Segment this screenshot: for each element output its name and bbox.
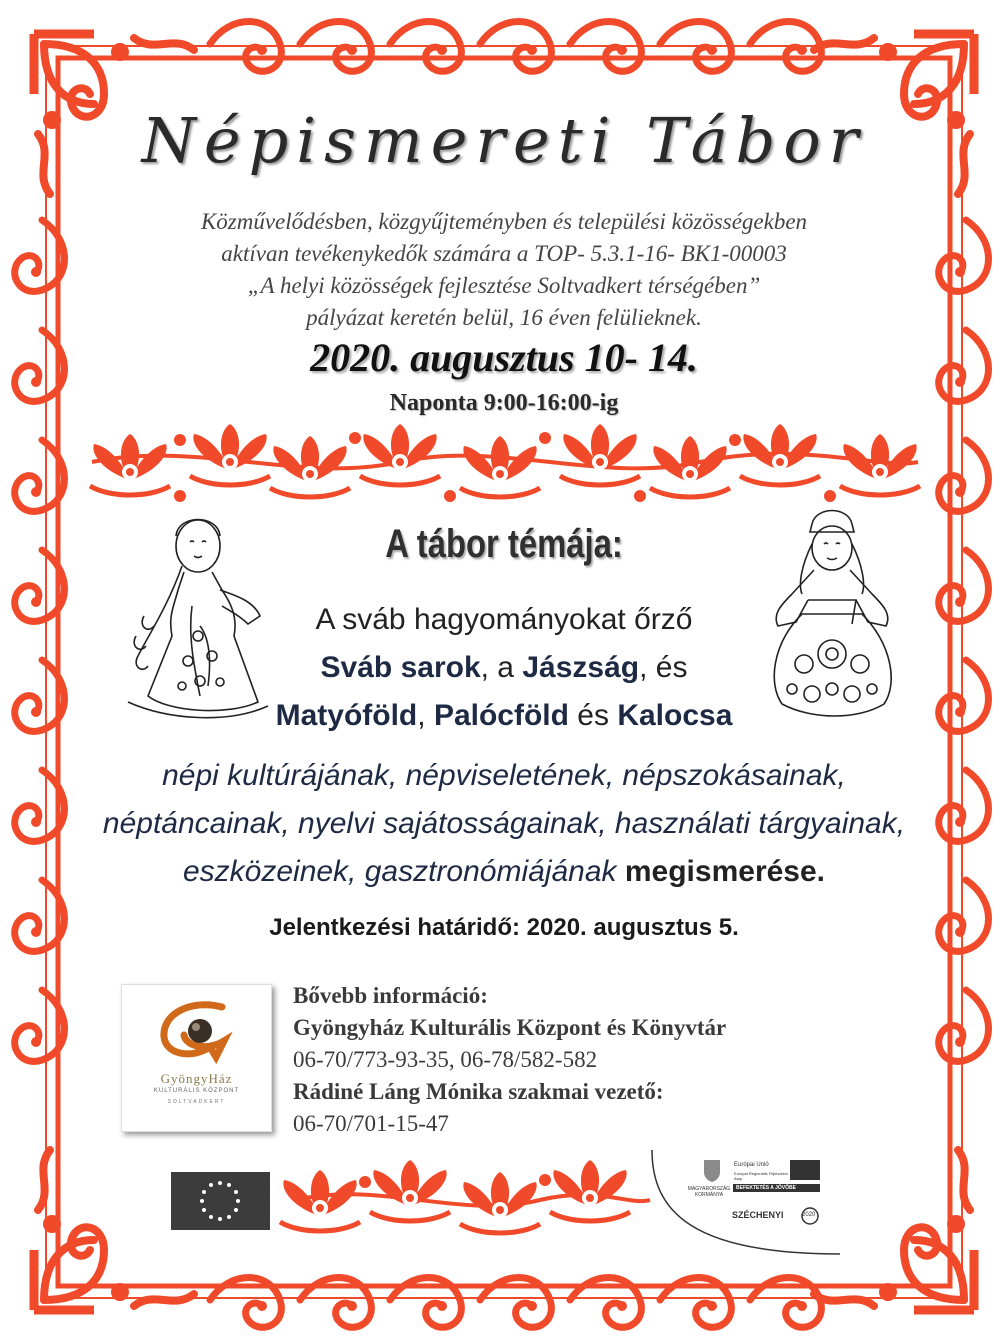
info-contact-phone: 06-70/701-15-47: [293, 1111, 449, 1136]
registration-deadline: Jelentkezési határidő: 2020. augusztus 5.: [269, 914, 739, 941]
region-kalocsa: Kalocsa: [617, 699, 733, 732]
gyongyhaz-emblem-icon: [152, 999, 242, 1069]
gov-label: MAGYARORSZÁG KORMÁNYA: [687, 1186, 731, 1198]
program-label: SZÉCHENYI: [732, 1210, 784, 1220]
event-date: 2020. augusztus 10- 14.: [310, 335, 698, 380]
intro-text: [0, 206, 1008, 334]
fund-label: Európai Regionális Fejlesztési Alap: [734, 1171, 788, 1181]
info-contact-person: Rádiné Láng Mónika szakmai vezető:: [293, 1079, 664, 1104]
info-heading: Bővebb információ:: [293, 983, 488, 1008]
daily-hours: Naponta 9:00-16:00-ig: [389, 390, 619, 416]
theme-description: [264, 596, 744, 740]
intro-line: Közművelődésben, közgyűjteményben és települési közösségekben: [200, 209, 808, 234]
culture-line: néptáncainak, nyelvi sajátosságainak, használati tárgyainak,: [102, 807, 906, 840]
info-organization: Gyöngyház Kulturális Központ és Könyvtár: [293, 1015, 727, 1040]
logo-subtitle: KULTURÁLIS KÖZPONT: [153, 1088, 240, 1094]
culture-line: népi kultúrájának, népviseletének, népszokásainak,: [162, 759, 846, 792]
info-phones: 06-70/773-93-35, 06-78/582-582: [293, 1047, 598, 1072]
region-matyofold: Matyóföld: [275, 699, 418, 732]
separator: , és: [639, 651, 688, 684]
theme-line: [264, 692, 744, 740]
separator: , a: [480, 651, 523, 684]
intro-line: pályázat keretén belül, 16 éven felülieknek.: [306, 305, 702, 330]
page-title: Népismereti Tábor: [141, 104, 867, 177]
floral-band: [90, 424, 920, 502]
intro-line: „A helyi közösségek fejlesztése Soltvadkert térségében”: [247, 273, 761, 298]
floral-band-bottom: [280, 1160, 650, 1233]
eu-label: Európai Unió: [734, 1162, 769, 1168]
logo-town: SOLTVADKERT: [167, 1099, 226, 1105]
program-year: 2020: [802, 1212, 816, 1218]
eu-flag-icon: [171, 1172, 270, 1230]
gyongyhaz-logo: [121, 984, 272, 1132]
theme-heading: A tábor témája:: [385, 522, 623, 566]
culture-list: [0, 752, 1008, 896]
sponsor-block: [650, 1150, 850, 1260]
separator: és: [568, 699, 618, 732]
culture-line-end: megismerése.: [624, 855, 826, 888]
intro-line: aktívan tevékenykedők számára a TOP- 5.3.1-16- BK1-00003: [221, 241, 787, 266]
logo-name: GyöngyHáz: [160, 1071, 233, 1086]
contact-info: [293, 980, 726, 1140]
theme-line: [264, 644, 744, 692]
theme-line: A sváb hagyományokat őrző: [315, 603, 693, 636]
culture-line-part: eszközeinek, gasztronómiájának: [182, 855, 625, 888]
region-palocfold: Palócföld: [433, 699, 569, 732]
region-jaszsag: Jászság: [522, 651, 640, 684]
culture-line: [0, 848, 1008, 896]
region-svab: Sváb sarok: [320, 651, 481, 684]
separator: ,: [417, 699, 434, 732]
invest-label: BEFEKTETÉS A JÖVŐBE: [736, 1185, 796, 1191]
